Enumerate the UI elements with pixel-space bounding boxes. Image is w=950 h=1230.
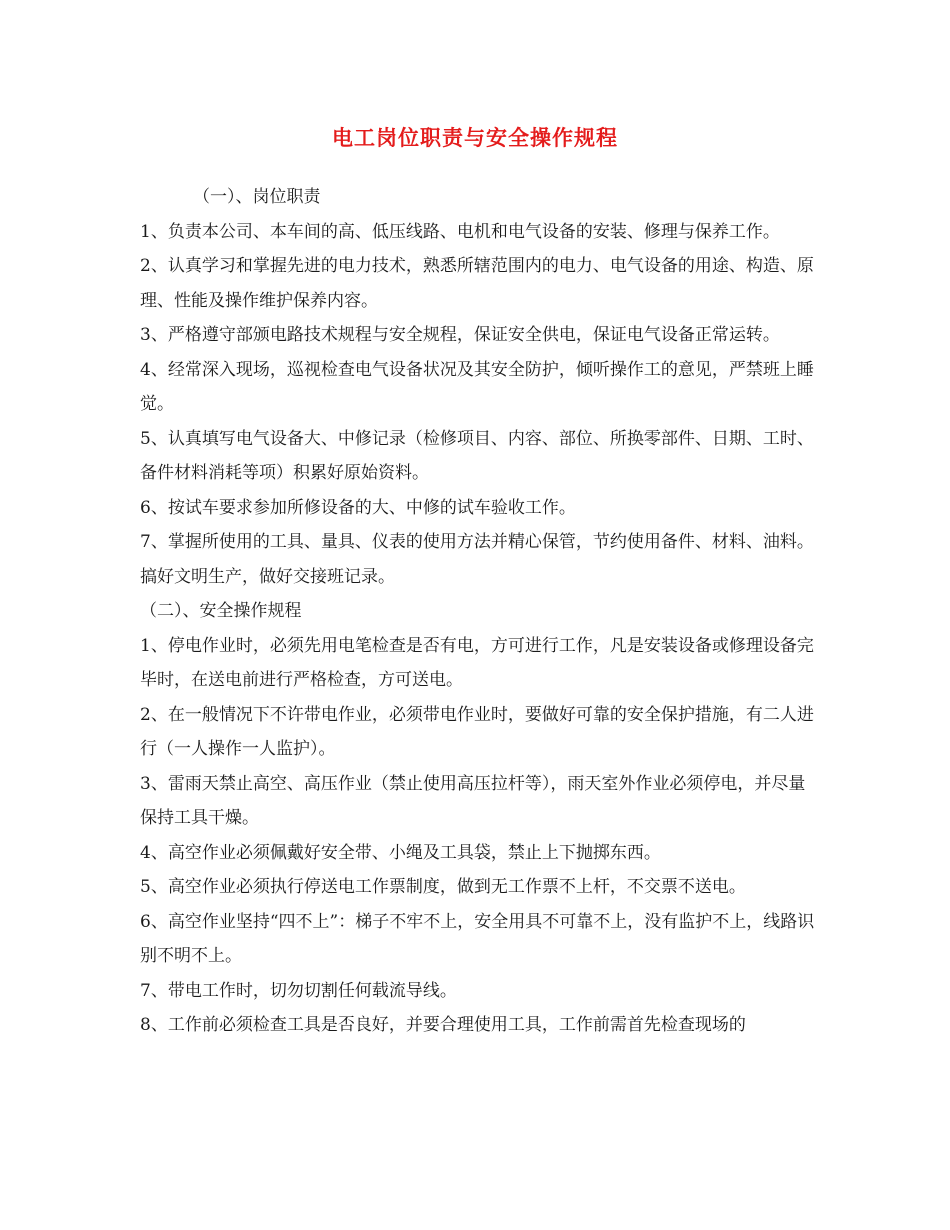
safety-item: 4、高空作业必须佩戴好安全带、小绳及工具袋，禁止上下抛掷东西。	[140, 842, 661, 863]
safety-item: 5、高空作业必须执行停送电工作票制度，做到无工作票不上杆，不交票不送电。	[140, 877, 746, 897]
safety-item: 1、停电作业时，必须先用电笔检查是否有电，方可进行工作，凡是安装设备或修理设备完毕时，在送电前进行严格检查，方可送电。	[140, 635, 814, 690]
section-heading-duties: （一）、岗位职责	[193, 187, 321, 207]
safety-item: 8、工作前必须检查工具是否良好，并要合理使用工具，工作前需首先检查现场的	[140, 1015, 746, 1035]
section-heading-safety: （二）、安全操作规程	[140, 601, 302, 621]
document-title: 电工岗位职责与安全操作规程	[332, 125, 618, 150]
duty-item: 1、负责本公司、本车间的高、低压线路、电机和电气设备的安装、修理与保养工作。	[140, 221, 780, 242]
duty-item: 5、认真填写电气设备大、中修记录（检修项目、内容、部位、所换零部件、日期、工时、备件材料消耗等项）积累好原始资料。	[140, 428, 814, 483]
duty-item: 3、严格遵守部颁电路技术规程与安全规程，保证安全供电，保证电气设备正常运转。	[140, 325, 780, 345]
safety-item: 2、在一般情况下不许带电作业，必须带电作业时，要做好可靠的安全保护措施，有二人进行（一人操作一人监护）。	[140, 704, 814, 759]
duty-item: 6、按试车要求参加所修设备的大、中修的试车验收工作。	[140, 497, 576, 518]
safety-item: 7、带电工作时，切勿切割任何载流导线。	[140, 980, 457, 1001]
safety-item: 6、高空作业坚持“四不上”：梯子不牢不上，安全用具不可靠不上，没有监护不上，线路识别不明不上。	[140, 911, 815, 966]
duty-item: 2、认真学习和掌握先进的电力技术，熟悉所辖范围内的电力、电气设备的用途、构造、原理、性能及操作维护保养内容。	[140, 256, 814, 311]
duty-item: 7、掌握所使用的工具、量具、仪表的使用方法并精心保管，节约使用备件、材料、油料。搞好文明生产，做好交接班记录。	[140, 532, 814, 587]
document-body	[140, 180, 820, 1043]
safety-item: 3、雷雨天禁止高空、高压作业（禁止使用高压拉杆等），雨天室外作业必须停电，并尽量保持工具干燥。	[140, 773, 806, 828]
duty-item: 4、经常深入现场，巡视检查电气设备状况及其安全防护，倾听操作工的意见，严禁班上睡觉。	[140, 359, 814, 414]
